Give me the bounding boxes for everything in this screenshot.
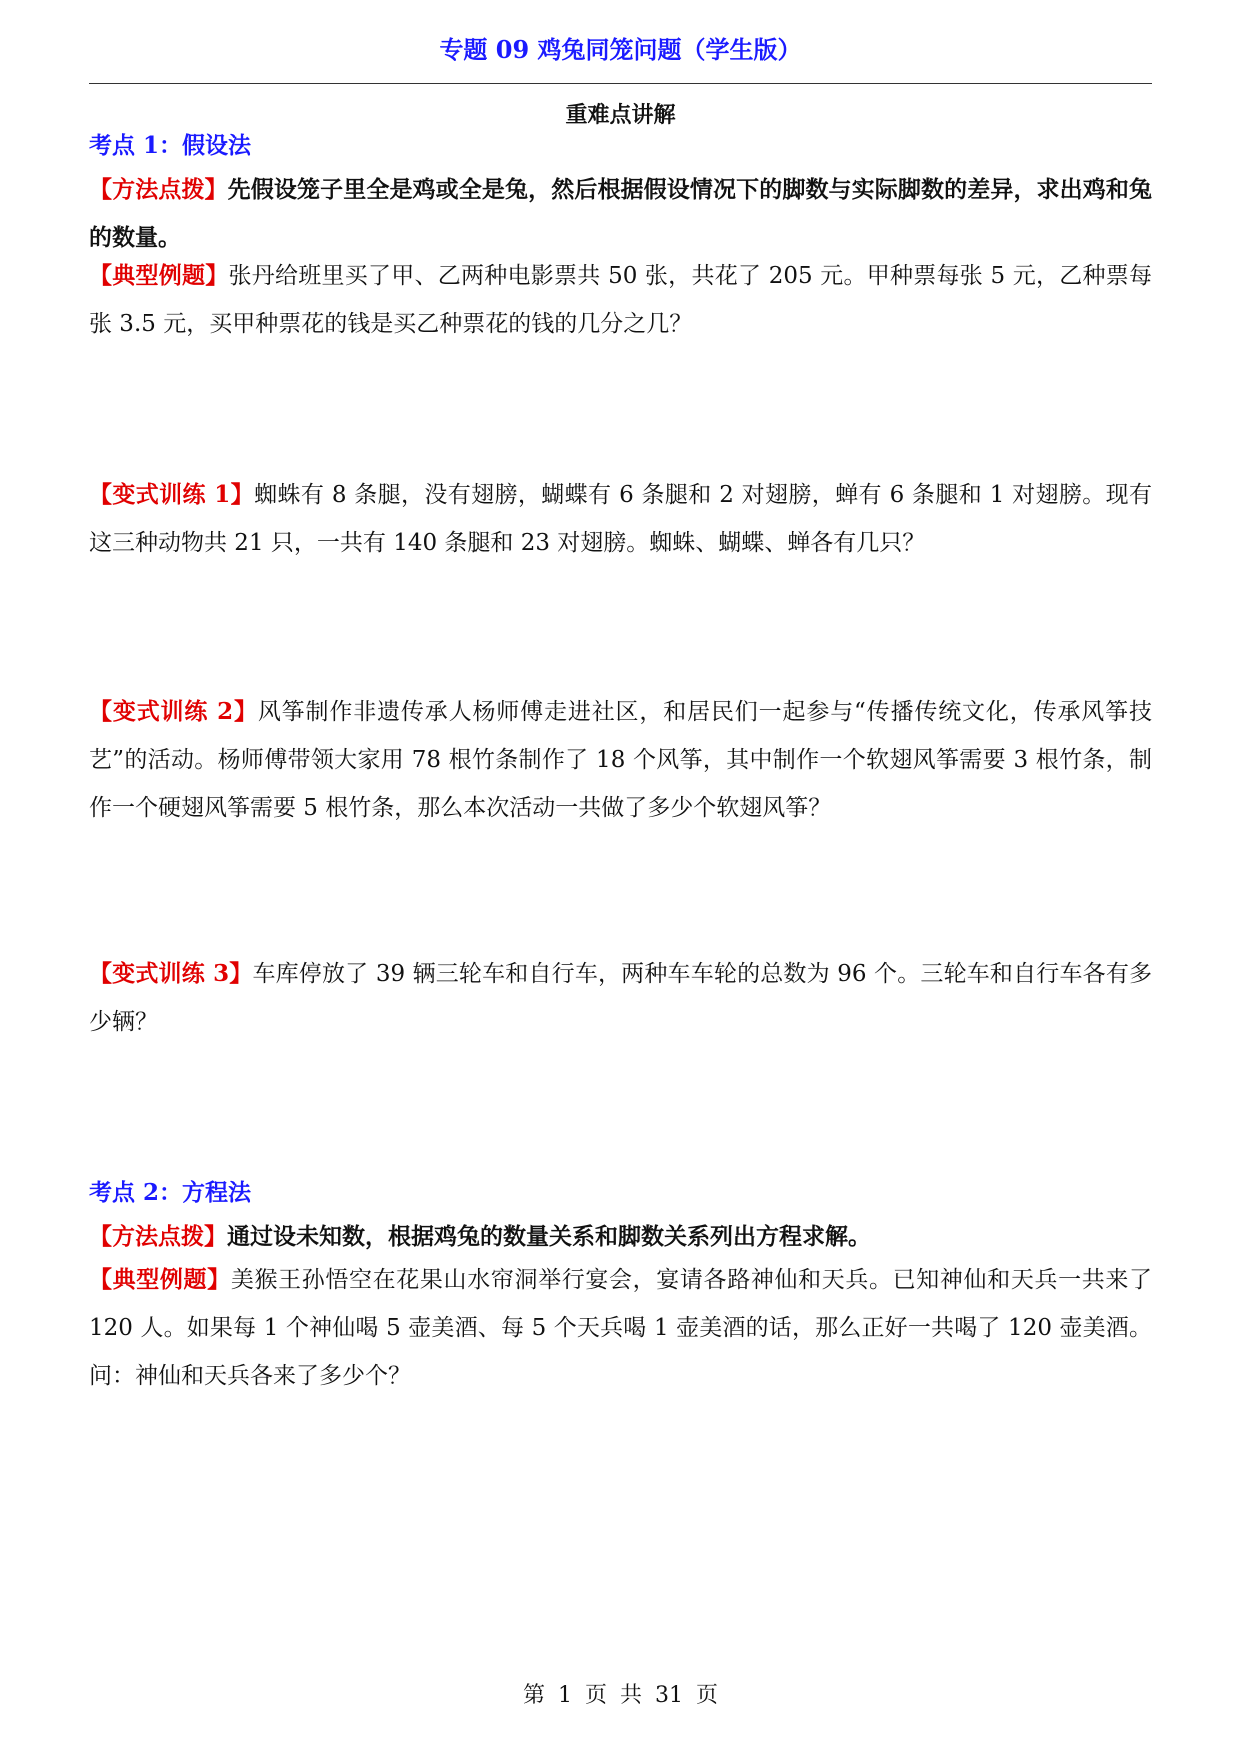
variant-3-tag: 【变式训练 3】 bbox=[89, 960, 253, 987]
point2-example-tag: 【典型例题】 bbox=[89, 1266, 231, 1293]
variant-2-block bbox=[89, 688, 1152, 832]
variant-2-paragraph bbox=[89, 688, 1152, 832]
point2-example-block bbox=[89, 1256, 1152, 1400]
point1-method-block bbox=[89, 166, 1152, 262]
point2-method-text: 通过设未知数，根据鸡兔的数量关系和脚数关系列出方程求解。 bbox=[227, 1223, 871, 1250]
point1-example-text: 张丹给班里买了甲、乙两种电影票共 50 张，共花了 205 元。甲种票每张 5 元，乙种票每张 3.5 元，买甲种票花的钱是买乙种票花的钱的几分之几？ bbox=[89, 263, 1152, 337]
variant-1-paragraph bbox=[89, 471, 1152, 567]
point1-method-paragraph bbox=[89, 166, 1152, 262]
point1-method-tag: 【方法点拨】 bbox=[89, 176, 228, 203]
header-divider bbox=[89, 83, 1152, 84]
point2-example-text: 美猴王孙悟空在花果山水帘洞举行宴会，宴请各路神仙和天兵。已知神仙和天兵一共来了 120 人。如果每 1 个神仙喝 5 壶美酒、每 5 个天兵喝 1 壶美酒的话，那么正好一共喝了 120 壶美酒。问：神仙和天兵各来了多少个？ bbox=[89, 1267, 1153, 1389]
variant-3-text: 车库停放了 39 辆三轮车和自行车，两种车车轮的总数为 96 个。三轮车和自行车各有多少辆？ bbox=[89, 961, 1152, 1035]
point2-method-block bbox=[89, 1213, 1152, 1261]
section-heading: 重难点讲解 bbox=[565, 102, 676, 128]
variant-1-tag: 【变式训练 1】 bbox=[89, 481, 255, 508]
variant-3-block bbox=[89, 950, 1152, 1046]
variant-2-tag: 【变式训练 2】 bbox=[89, 698, 258, 725]
point1-example-block bbox=[89, 252, 1152, 348]
point2-example-paragraph bbox=[89, 1256, 1152, 1400]
page-number: 第 1 页 共 31 页 bbox=[523, 1683, 718, 1708]
point2-method-tag: 【方法点拨】 bbox=[89, 1223, 227, 1250]
point1-title: 考点 1：假设法 bbox=[89, 132, 252, 159]
point2-title: 考点 2：方程法 bbox=[89, 1179, 252, 1206]
document-title: 专题 09 鸡兔同笼问题（学生版） bbox=[439, 35, 802, 64]
point1-example-paragraph bbox=[89, 252, 1152, 348]
point2-method-paragraph bbox=[89, 1213, 1152, 1261]
variant-1-text: 蜘蛛有 8 条腿，没有翅膀，蝴蝶有 6 条腿和 2 对翅膀，蝉有 6 条腿和 1 对翅膀。现有这三种动物共 21 只，一共有 140 条腿和 23 对翅膀。蜘蛛、蝴蝶、蝉各有几只？ bbox=[89, 482, 1153, 556]
point1-example-tag: 【典型例题】 bbox=[89, 262, 229, 289]
variant-3-paragraph bbox=[89, 950, 1152, 1046]
variant-2-text: 风筝制作非遗传承人杨师傅走进社区，和居民们一起参与“传播传统文化，传承风筝技艺”的活动。杨师傅带领大家用 78 根竹条制作了 18 个风筝，其中制作一个软翅风筝需要 3 根竹条，制作一个硬翅风筝需要 5 根竹条，那么本次活动一共做了多少个软翅风筝？ bbox=[89, 699, 1152, 821]
variant-1-block bbox=[89, 471, 1152, 567]
point1-method-text: 先假设笼子里全是鸡或全是兔，然后根据假设情况下的脚数与实际脚数的差异，求出鸡和兔的数量。 bbox=[89, 176, 1153, 251]
